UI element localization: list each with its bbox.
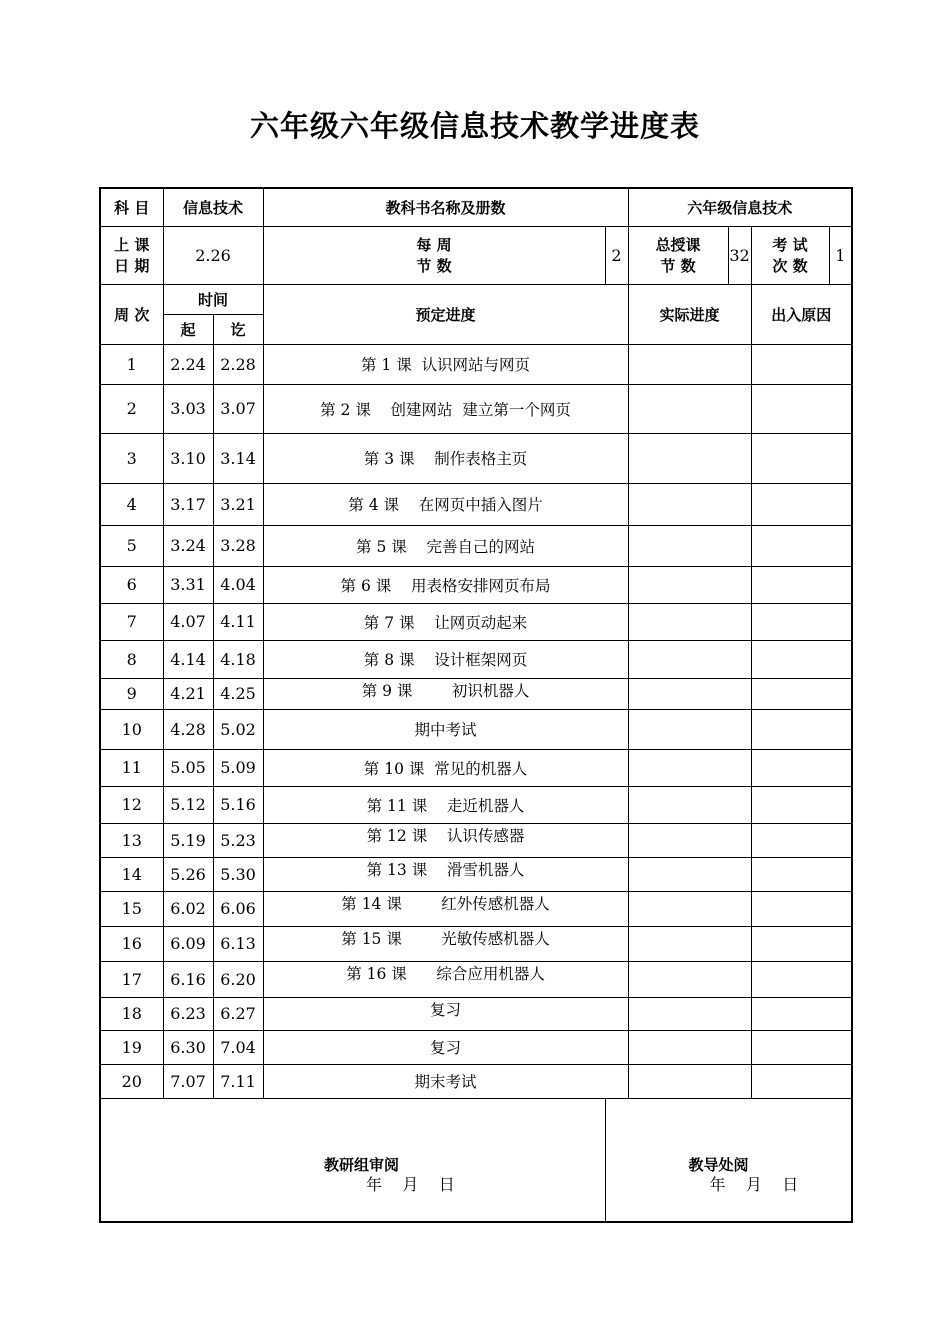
- dean-office-review-date: 年 月 日: [709, 1174, 799, 1194]
- planned-progress-cell: 第 9 课 初识机器人: [263, 678, 628, 709]
- end-date-cell: 3.07: [213, 384, 263, 433]
- week-cell: 1: [100, 344, 163, 384]
- planned-progress-cell: 第 3 课 制作表格主页: [263, 433, 628, 483]
- start-column-header: 起: [163, 314, 213, 344]
- actual-progress-cell: [628, 857, 751, 891]
- actual-progress-cell: [628, 433, 751, 483]
- start-date-label: 上 课 日 期: [100, 226, 163, 284]
- reason-cell: [751, 786, 852, 823]
- week-cell: 13: [100, 823, 163, 857]
- teaching-group-review-date: 年 月 日: [366, 1174, 455, 1194]
- start-date-cell: 5.26: [163, 857, 213, 891]
- planned-progress-cell: 第 8 课 设计框架网页: [263, 640, 628, 678]
- end-column-header: 讫: [213, 314, 263, 344]
- reason-cell: [751, 926, 852, 961]
- start-date-cell: 4.14: [163, 640, 213, 678]
- planned-progress-cell: 第 10 课 常见的机器人: [263, 749, 628, 786]
- end-date-cell: 4.18: [213, 640, 263, 678]
- reason-cell: [751, 603, 852, 640]
- week-cell: 19: [100, 1030, 163, 1064]
- end-date-cell: 6.27: [213, 997, 263, 1030]
- start-date-cell: 4.28: [163, 709, 213, 749]
- reason-cell: [751, 857, 852, 891]
- reason-cell: [751, 823, 852, 857]
- start-date-cell: 3.24: [163, 525, 213, 566]
- end-date-cell: 6.06: [213, 891, 263, 926]
- table-row: [100, 1030, 852, 1064]
- end-date-cell: 4.04: [213, 566, 263, 603]
- reason-cell: [751, 344, 852, 384]
- reason-cell: [751, 749, 852, 786]
- table-row: [100, 344, 852, 384]
- start-date-cell: 5.19: [163, 823, 213, 857]
- table-row: [100, 891, 852, 926]
- reason-cell: [751, 525, 852, 566]
- planned-progress-cell: 期中考试: [263, 709, 628, 749]
- planned-progress-cell: 第 7 课 让网页动起来: [263, 603, 628, 640]
- week-cell: 6: [100, 566, 163, 603]
- planned-progress-cell: 第 16 课 综合应用机器人: [263, 961, 628, 997]
- table-row: [100, 749, 852, 786]
- teaching-group-review-label: 教研组审阅: [324, 1155, 400, 1174]
- reason-cell: [751, 433, 852, 483]
- start-date-cell: 5.05: [163, 749, 213, 786]
- review-cell-right: [605, 1098, 852, 1222]
- actual-progress-cell: [628, 749, 751, 786]
- end-date-cell: 3.28: [213, 525, 263, 566]
- start-date-cell: 6.30: [163, 1030, 213, 1064]
- week-cell: 3: [100, 433, 163, 483]
- start-date-cell: 4.21: [163, 678, 213, 709]
- reason-cell: [751, 384, 852, 433]
- end-date-cell: 2.28: [213, 344, 263, 384]
- exam-value: 1: [829, 226, 852, 284]
- review-cell-left: [100, 1098, 605, 1222]
- planned-progress-cell: 复习: [263, 997, 628, 1030]
- week-cell: 9: [100, 678, 163, 709]
- actual-progress-cell: [628, 603, 751, 640]
- dean-office-review-label: 教导处阅: [688, 1155, 749, 1174]
- start-date-cell: 2.24: [163, 344, 213, 384]
- week-cell: 2: [100, 384, 163, 433]
- actual-progress-cell: [628, 1030, 751, 1064]
- week-cell: 15: [100, 891, 163, 926]
- week-cell: 16: [100, 926, 163, 961]
- end-date-cell: 7.04: [213, 1030, 263, 1064]
- table-row: [100, 709, 852, 749]
- table-row: [100, 433, 852, 483]
- table-row: [100, 678, 852, 709]
- table-row: [100, 857, 852, 891]
- week-cell: 10: [100, 709, 163, 749]
- table-row: [100, 603, 852, 640]
- end-date-cell: 4.25: [213, 678, 263, 709]
- end-date-cell: 5.23: [213, 823, 263, 857]
- end-date-cell: 3.21: [213, 483, 263, 525]
- reason-cell: [751, 566, 852, 603]
- week-cell: 11: [100, 749, 163, 786]
- page-title: 六年级六年级信息技术教学进度表: [249, 109, 700, 143]
- table-row: [100, 566, 852, 603]
- total-label: 总授课 节 数: [628, 226, 728, 284]
- reason-cell: [751, 709, 852, 749]
- start-date-cell: 6.23: [163, 997, 213, 1030]
- actual-progress-cell: [628, 344, 751, 384]
- reason-cell: [751, 1030, 852, 1064]
- reason-column-header: 出入原因: [751, 284, 852, 344]
- actual-column-header: 实际进度: [628, 284, 751, 344]
- table-row: [100, 786, 852, 823]
- reason-cell: [751, 640, 852, 678]
- reason-cell: [751, 1064, 852, 1098]
- week-cell: 17: [100, 961, 163, 997]
- start-date-cell: 6.02: [163, 891, 213, 926]
- actual-progress-cell: [628, 384, 751, 433]
- exam-label: 考 试 次 数: [751, 226, 829, 284]
- actual-progress-cell: [628, 926, 751, 961]
- end-date-cell: 3.14: [213, 433, 263, 483]
- reason-cell: [751, 678, 852, 709]
- end-date-cell: 7.11: [213, 1064, 263, 1098]
- planned-progress-cell: 第 5 课 完善自己的网站: [263, 525, 628, 566]
- table-row: [100, 823, 852, 857]
- week-cell: 12: [100, 786, 163, 823]
- weekly-value: 2: [605, 226, 628, 284]
- actual-progress-cell: [628, 997, 751, 1030]
- total-value: 32: [728, 226, 751, 284]
- actual-progress-cell: [628, 483, 751, 525]
- weekly-label: 每 周 节 数: [263, 226, 605, 284]
- start-date-cell: 3.10: [163, 433, 213, 483]
- subject-value: 信息技术: [163, 188, 263, 226]
- table-row: [100, 640, 852, 678]
- planned-progress-cell: 第 6 课 用表格安排网页布局: [263, 566, 628, 603]
- week-cell: 14: [100, 857, 163, 891]
- actual-progress-cell: [628, 786, 751, 823]
- end-date-cell: 6.20: [213, 961, 263, 997]
- start-date-value: 2.26: [163, 226, 263, 284]
- actual-progress-cell: [628, 1064, 751, 1098]
- subject-label: 科 目: [100, 188, 163, 226]
- start-date-cell: 3.03: [163, 384, 213, 433]
- end-date-cell: 5.30: [213, 857, 263, 891]
- actual-progress-cell: [628, 566, 751, 603]
- actual-progress-cell: [628, 823, 751, 857]
- actual-progress-cell: [628, 678, 751, 709]
- week-cell: 20: [100, 1064, 163, 1098]
- planned-progress-cell: 第 13 课 滑雪机器人: [263, 857, 628, 891]
- planned-column-header: 预定进度: [263, 284, 628, 344]
- actual-progress-cell: [628, 640, 751, 678]
- week-cell: 18: [100, 997, 163, 1030]
- week-cell: 8: [100, 640, 163, 678]
- start-date-cell: 6.09: [163, 926, 213, 961]
- week-column-header: 周 次: [100, 284, 163, 344]
- reason-cell: [751, 997, 852, 1030]
- table-row: [100, 483, 852, 525]
- table-row: [100, 926, 852, 961]
- week-cell: 4: [100, 483, 163, 525]
- table-row: [100, 384, 852, 433]
- planned-progress-cell: 第 12 课 认识传感器: [263, 823, 628, 857]
- planned-progress-cell: 第 11 课 走近机器人: [263, 786, 628, 823]
- table-row: [100, 525, 852, 566]
- start-date-cell: 7.07: [163, 1064, 213, 1098]
- planned-progress-cell: 第 14 课 红外传感机器人: [263, 891, 628, 926]
- end-date-cell: 5.16: [213, 786, 263, 823]
- planned-progress-cell: 第 2 课 创建网站 建立第一个网页: [263, 384, 628, 433]
- start-date-cell: 6.16: [163, 961, 213, 997]
- actual-progress-cell: [628, 525, 751, 566]
- planned-progress-cell: 期末考试: [263, 1064, 628, 1098]
- planned-progress-cell: 第 4 课 在网页中插入图片: [263, 483, 628, 525]
- end-date-cell: 6.13: [213, 926, 263, 961]
- textbook-value: 六年级信息技术: [628, 188, 852, 226]
- planned-progress-cell: 第 15 课 光敏传感机器人: [263, 926, 628, 961]
- week-cell: 5: [100, 525, 163, 566]
- schedule-table: [99, 187, 853, 1223]
- textbook-label: 教科书名称及册数: [263, 188, 628, 226]
- table-row: [100, 997, 852, 1030]
- planned-progress-cell: 第 1 课 认识网站与网页: [263, 344, 628, 384]
- reason-cell: [751, 961, 852, 997]
- time-column-header: 时间: [163, 284, 263, 314]
- reason-cell: [751, 483, 852, 525]
- table-row: [100, 1064, 852, 1098]
- actual-progress-cell: [628, 891, 751, 926]
- reason-cell: [751, 891, 852, 926]
- week-cell: 7: [100, 603, 163, 640]
- start-date-cell: 5.12: [163, 786, 213, 823]
- table-row: [100, 961, 852, 997]
- start-date-cell: 3.17: [163, 483, 213, 525]
- end-date-cell: 4.11: [213, 603, 263, 640]
- start-date-cell: 4.07: [163, 603, 213, 640]
- end-date-cell: 5.02: [213, 709, 263, 749]
- actual-progress-cell: [628, 709, 751, 749]
- start-date-cell: 3.31: [163, 566, 213, 603]
- actual-progress-cell: [628, 961, 751, 997]
- end-date-cell: 5.09: [213, 749, 263, 786]
- planned-progress-cell: 复习: [263, 1030, 628, 1064]
